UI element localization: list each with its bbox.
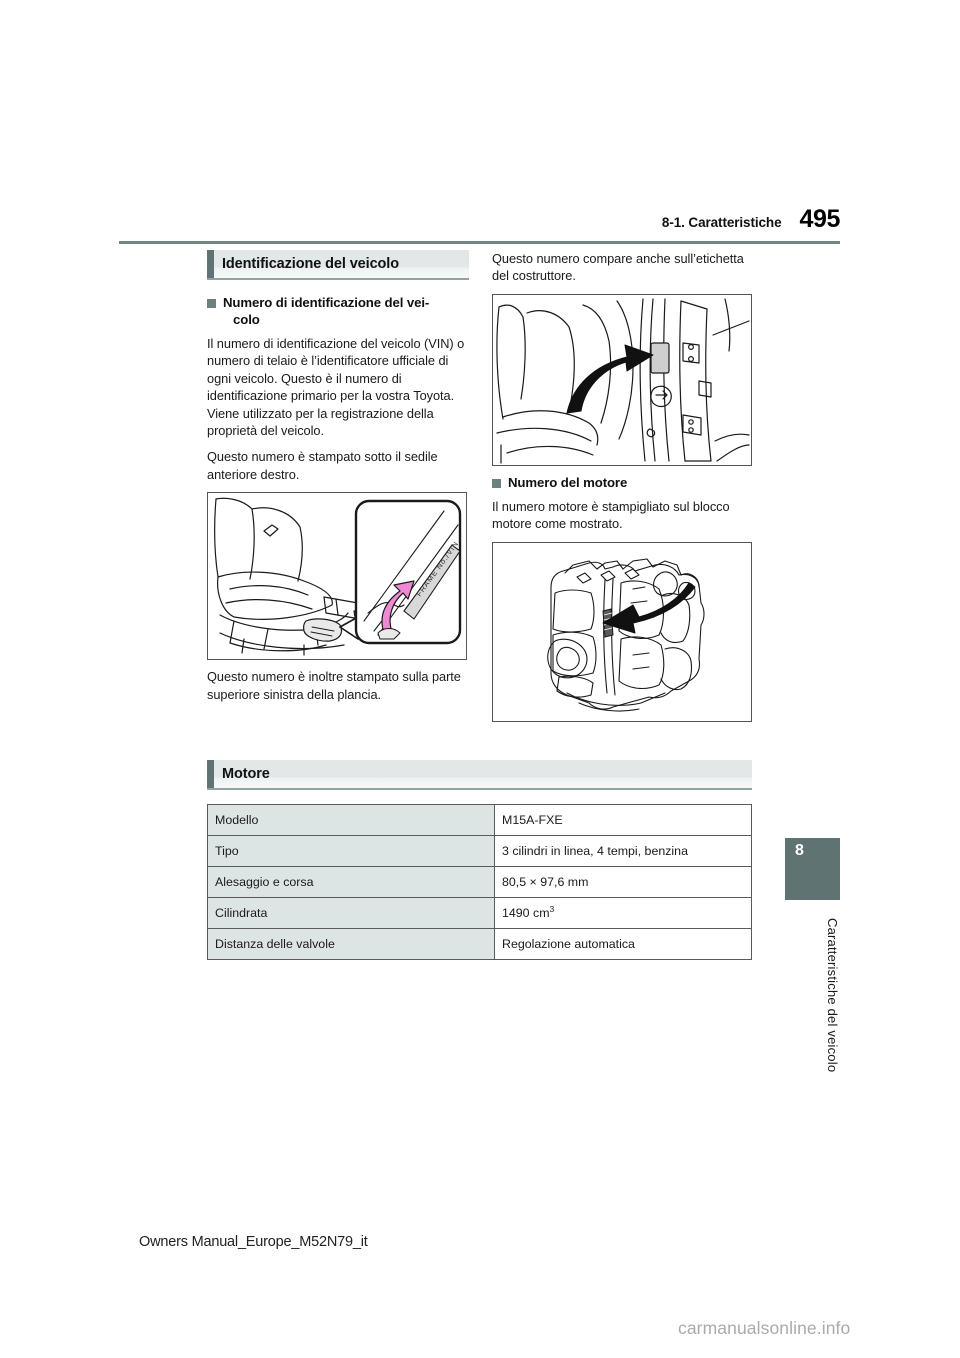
header-section-title: 8-1. Caratteristiche bbox=[661, 215, 782, 230]
table-row bbox=[208, 866, 752, 897]
left-column bbox=[207, 250, 467, 730]
band-accent-bar bbox=[207, 250, 214, 278]
table-cell-value: Regolazione automatica bbox=[495, 928, 752, 959]
figure-door-certification-label bbox=[651, 343, 669, 373]
engine-spec-table bbox=[207, 804, 752, 960]
paragraph-vin-dashboard: Questo numero è inoltre stampato sulla parte superiore sinistra della plancia. bbox=[207, 669, 461, 702]
subheading-engine-number-text: Numero del motore bbox=[508, 474, 628, 490]
chapter-tab-number: 8 bbox=[795, 842, 804, 859]
square-bullet-icon bbox=[492, 479, 501, 488]
two-column-layout bbox=[207, 250, 752, 730]
table-cell-value: M15A-FXE bbox=[495, 804, 752, 835]
subheading-vin-line2: colo bbox=[233, 312, 260, 327]
chapter-tab bbox=[785, 838, 840, 900]
square-bullet-icon bbox=[207, 299, 216, 308]
table-row bbox=[208, 897, 752, 928]
paragraph-vin-description: Il numero di identificazione del veicolo (VIN) o numero di telaio è l’identificatore ufficiale di ogni veicolo. Questo è il numero di identificazione primario per la vostra Toyota. Viene utilizzato per la registrazione della proprietà del veicolo. bbox=[207, 336, 465, 439]
table-row bbox=[208, 835, 752, 866]
subheading-engine-number bbox=[492, 474, 752, 491]
table-cell-key: Cilindrata bbox=[208, 897, 495, 928]
right-column bbox=[492, 250, 752, 730]
band-accent-bar bbox=[207, 760, 214, 788]
figure-engine-pointer-arrow bbox=[603, 583, 695, 633]
table-cell-key: Alesaggio e corsa bbox=[208, 866, 495, 897]
paragraph-engine-number: Il numero motore è stampigliato sul blocco motore come mostrato. bbox=[492, 498, 730, 532]
table-cell-value: 3 cilindri in linea, 4 tempi, benzina bbox=[495, 835, 752, 866]
figure-seat-vin-label: FRAME No./VIN bbox=[414, 539, 461, 599]
table-cell-key: Tipo bbox=[208, 835, 495, 866]
table-row bbox=[208, 804, 752, 835]
subheading-vin bbox=[207, 294, 467, 328]
subheading-vin-line1: Numero di identificazione del vei- bbox=[223, 295, 430, 310]
paragraph-vin-location: Questo numero è stampato sotto il sedile anteriore destro. bbox=[207, 449, 438, 482]
table-cell-value bbox=[495, 897, 752, 928]
section-band-engine bbox=[207, 760, 752, 790]
chapter-tab-label: Caratteristiche del veicolo bbox=[825, 918, 840, 1073]
table-cell-key: Modello bbox=[208, 804, 495, 835]
watermark: carmanualsonline.info bbox=[678, 1318, 851, 1338]
section-title-vehicle-id: Identificazione del veicolo bbox=[222, 256, 399, 272]
page-content bbox=[207, 250, 752, 960]
page-number: 495 bbox=[799, 205, 840, 233]
subheading-vin-text bbox=[223, 294, 429, 328]
header-rule bbox=[119, 241, 840, 244]
section-band-vehicle-id bbox=[207, 250, 469, 280]
displacement-value: 1490 cm bbox=[502, 905, 550, 920]
figure-engine-block bbox=[492, 542, 752, 722]
table-cell-key: Distanza delle valvole bbox=[208, 928, 495, 959]
table-row bbox=[208, 928, 752, 959]
figure-door-jamb-label bbox=[492, 294, 752, 466]
section-title-engine: Motore bbox=[222, 765, 270, 782]
paragraph-manufacturer-label: Questo numero compare anche sull’etichetta del costruttore. bbox=[492, 251, 744, 284]
figure-seat-vin-location bbox=[207, 492, 467, 660]
page-header-text bbox=[662, 205, 840, 234]
page-header bbox=[119, 200, 840, 244]
footer-filename: Owners Manual_Europe_M52N79_it bbox=[139, 1234, 368, 1250]
displacement-exponent: 3 bbox=[549, 903, 555, 914]
table-cell-value: 80,5 × 97,6 mm bbox=[495, 866, 752, 897]
